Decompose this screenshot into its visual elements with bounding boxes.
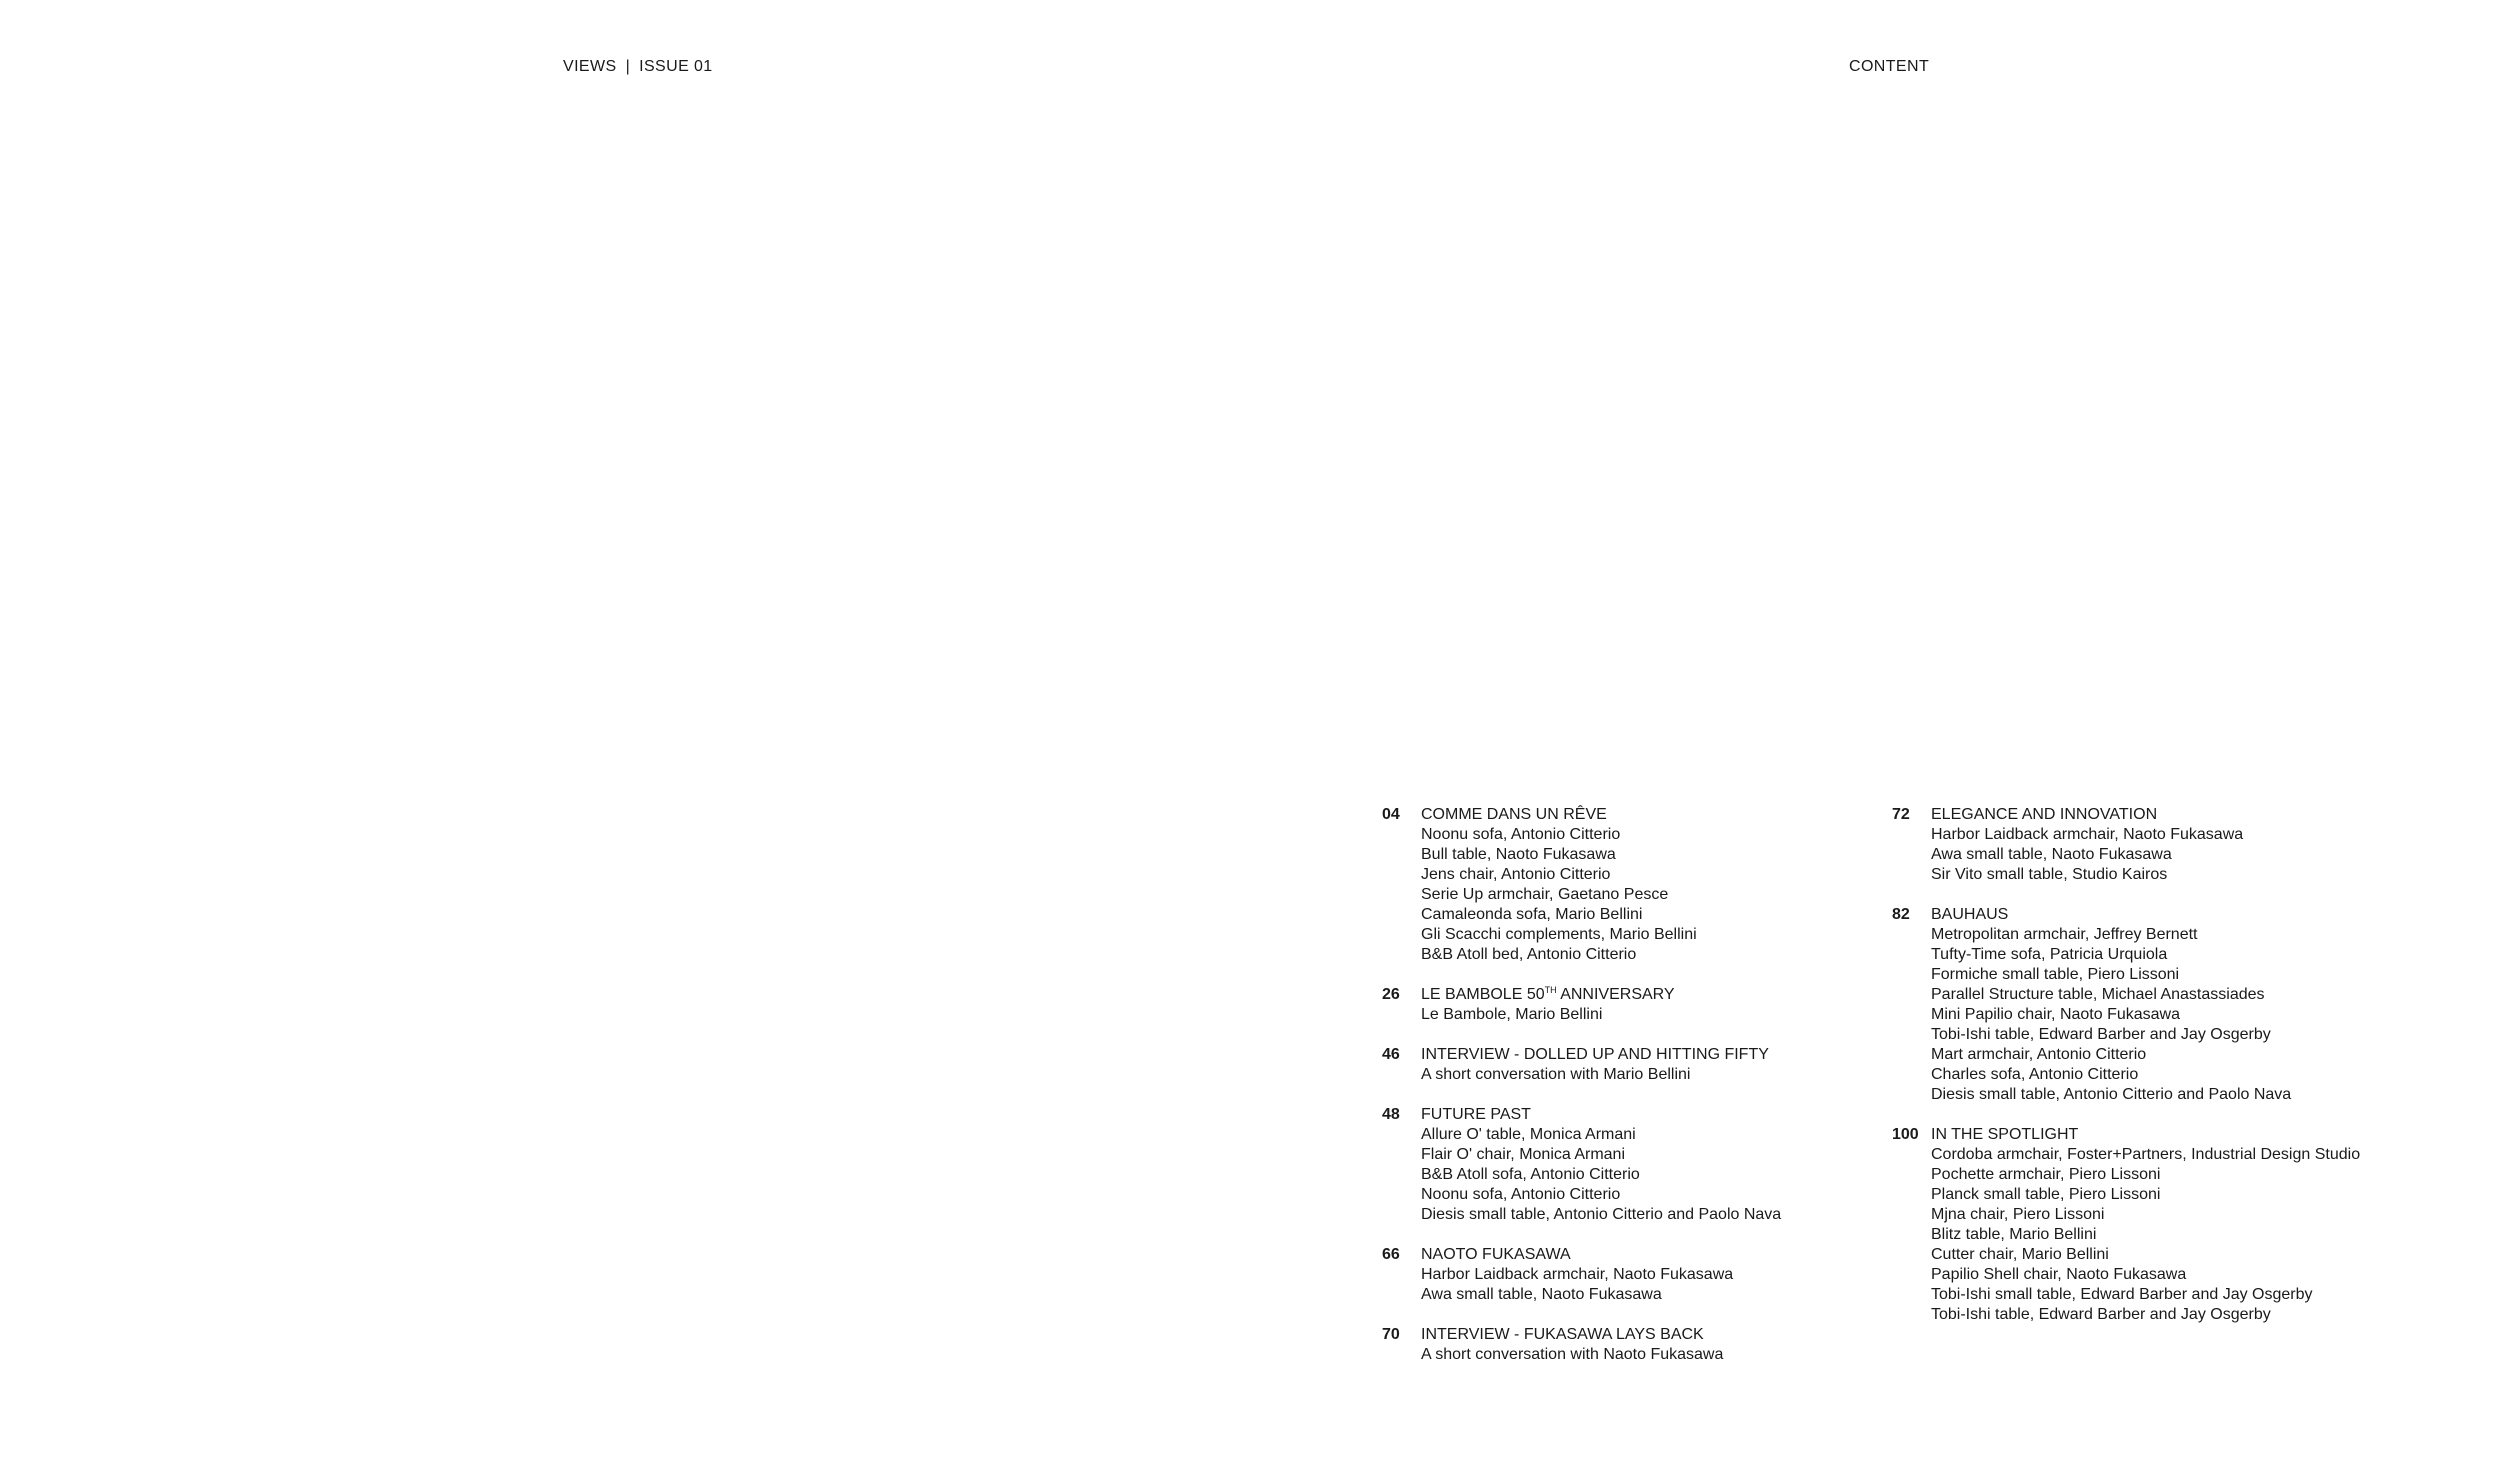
toc-section-48: [1382, 1105, 1852, 1225]
toc-title-rest: ANNIVERSARY: [1556, 986, 1675, 1003]
toc-item: Harbor Laidback armchair, Naoto Fukasawa: [1421, 1266, 1734, 1283]
toc-item: A short conversation with Naoto Fukasawa: [1421, 1346, 1724, 1363]
toc-section-46: [1382, 1045, 1852, 1085]
toc-item: Mart armchair, Antonio Citterio: [1931, 1046, 2147, 1063]
toc-page-number: 26: [1382, 986, 1400, 1003]
toc-page-number: 70: [1382, 1326, 1400, 1343]
running-header: [563, 57, 713, 77]
toc-item: Gli Scacchi complements, Mario Bellini: [1421, 926, 1697, 943]
toc-section-title: BAUHAUS: [1931, 906, 2009, 923]
toc-item: Diesis small table, Antonio Citterio and Paolo Nava: [1931, 1086, 2292, 1103]
toc-section-title: ELEGANCE AND INNOVATION: [1931, 806, 2158, 823]
toc-item: Bull table, Naoto Fukasawa: [1421, 846, 1616, 863]
toc-page-number: 46: [1382, 1046, 1400, 1063]
toc-section-title: INTERVIEW - DOLLED UP AND HITTING FIFTY: [1421, 1046, 1769, 1063]
toc-title-main: LE BAMBOLE 50: [1421, 986, 1545, 1003]
toc-page-number: 48: [1382, 1106, 1400, 1123]
toc-page-number: 72: [1892, 806, 1910, 823]
toc-section-title: INTERVIEW - FUKASAWA LAYS BACK: [1421, 1326, 1704, 1343]
toc-item: Diesis small table, Antonio Citterio and Paolo Nava: [1421, 1206, 1782, 1223]
toc-section-title: IN THE SPOTLIGHT: [1931, 1126, 2079, 1143]
toc-item: Papilio Shell chair, Naoto Fukasawa: [1931, 1266, 2187, 1283]
toc-item: Blitz table, Mario Bellini: [1931, 1226, 2097, 1243]
toc-item: Flair O' chair, Monica Armani: [1421, 1146, 1626, 1163]
toc-item: Sir Vito small table, Studio Kairos: [1931, 866, 2168, 883]
toc-section-72: [1892, 805, 2452, 885]
toc-column-left: [1382, 805, 1852, 1385]
toc-item: Awa small table, Naoto Fukasawa: [1931, 846, 2172, 863]
toc-item: Mjna chair, Piero Lissoni: [1931, 1206, 2105, 1223]
toc-column-right: [1892, 805, 2452, 1345]
toc-item: Tobi-Ishi small table, Edward Barber and Jay Osgerby: [1931, 1286, 2313, 1303]
toc-title-superscript: TH: [1544, 985, 1557, 995]
toc-item-list: [1931, 925, 2452, 1105]
toc-section-title: [1421, 985, 1852, 1005]
toc-item: Allure O' table, Monica Armani: [1421, 1126, 1636, 1143]
toc-item-list: [1421, 1345, 1852, 1365]
toc-item: A short conversation with Mario Bellini: [1421, 1066, 1691, 1083]
toc-page-number: 04: [1382, 806, 1400, 823]
toc-section-82: [1892, 905, 2452, 1105]
toc-section-title: COMME DANS UN RÊVE: [1421, 806, 1607, 823]
toc-item-list: [1421, 1065, 1852, 1085]
toc-item-list: [1421, 1125, 1852, 1225]
issue-number: ISSUE 01: [639, 58, 713, 75]
toc-section-100: [1892, 1125, 2452, 1325]
toc-item: Planck small table, Piero Lissoni: [1931, 1186, 2161, 1203]
toc-item: Tobi-Ishi table, Edward Barber and Jay Osgerby: [1931, 1306, 2271, 1323]
toc-item: Camaleonda sofa, Mario Bellini: [1421, 906, 1643, 923]
toc-item: Serie Up armchair, Gaetano Pesce: [1421, 886, 1669, 903]
toc-item: Tufty-Time sofa, Patricia Urquiola: [1931, 946, 2168, 963]
toc-item: Noonu sofa, Antonio Citterio: [1421, 826, 1621, 843]
toc-item: B&B Atoll bed, Antonio Citterio: [1421, 946, 1637, 963]
toc-page-number: 66: [1382, 1246, 1400, 1263]
toc-item: Parallel Structure table, Michael Anastassiades: [1931, 986, 2265, 1003]
toc-item-list: [1931, 1145, 2452, 1325]
toc-page-number: 82: [1892, 906, 1910, 923]
toc-item: Formiche small table, Piero Lissoni: [1931, 966, 2180, 983]
publication-name: VIEWS: [563, 58, 617, 75]
toc-item: B&B Atoll sofa, Antonio Citterio: [1421, 1166, 1640, 1183]
toc-section-70: [1382, 1325, 1852, 1365]
toc-section-66: [1382, 1245, 1852, 1305]
toc-item: Noonu sofa, Antonio Citterio: [1421, 1186, 1621, 1203]
toc-section-title: FUTURE PAST: [1421, 1106, 1531, 1123]
toc-item: Cordoba armchair, Foster+Partners, Industrial Design Studio: [1931, 1146, 2361, 1163]
toc-item-list: [1931, 825, 2452, 885]
toc-section-26: [1382, 985, 1852, 1025]
toc-item: Mini Papilio chair, Naoto Fukasawa: [1931, 1006, 2181, 1023]
section-header: CONTENT: [1849, 58, 1930, 75]
toc-item-list: [1421, 825, 1852, 965]
header-separator: |: [625, 58, 631, 75]
toc-section-04: [1382, 805, 1852, 965]
toc-item: Awa small table, Naoto Fukasawa: [1421, 1286, 1662, 1303]
toc-item: Tobi-Ishi table, Edward Barber and Jay Osgerby: [1931, 1026, 2271, 1043]
toc-page-number: 100: [1892, 1126, 1919, 1143]
toc-item: Charles sofa, Antonio Citterio: [1931, 1066, 2139, 1083]
toc-item: Jens chair, Antonio Citterio: [1421, 866, 1611, 883]
toc-item: Le Bambole, Mario Bellini: [1421, 1006, 1603, 1023]
toc-item: Pochette armchair, Piero Lissoni: [1931, 1166, 2161, 1183]
toc-item: Metropolitan armchair, Jeffrey Bernett: [1931, 926, 2198, 943]
toc-item-list: [1421, 1265, 1852, 1305]
toc-item-list: [1421, 1005, 1852, 1025]
toc-item: Cutter chair, Mario Bellini: [1931, 1246, 2109, 1263]
toc-item: Harbor Laidback armchair, Naoto Fukasawa: [1931, 826, 2244, 843]
toc-section-title: NAOTO FUKASAWA: [1421, 1246, 1571, 1263]
